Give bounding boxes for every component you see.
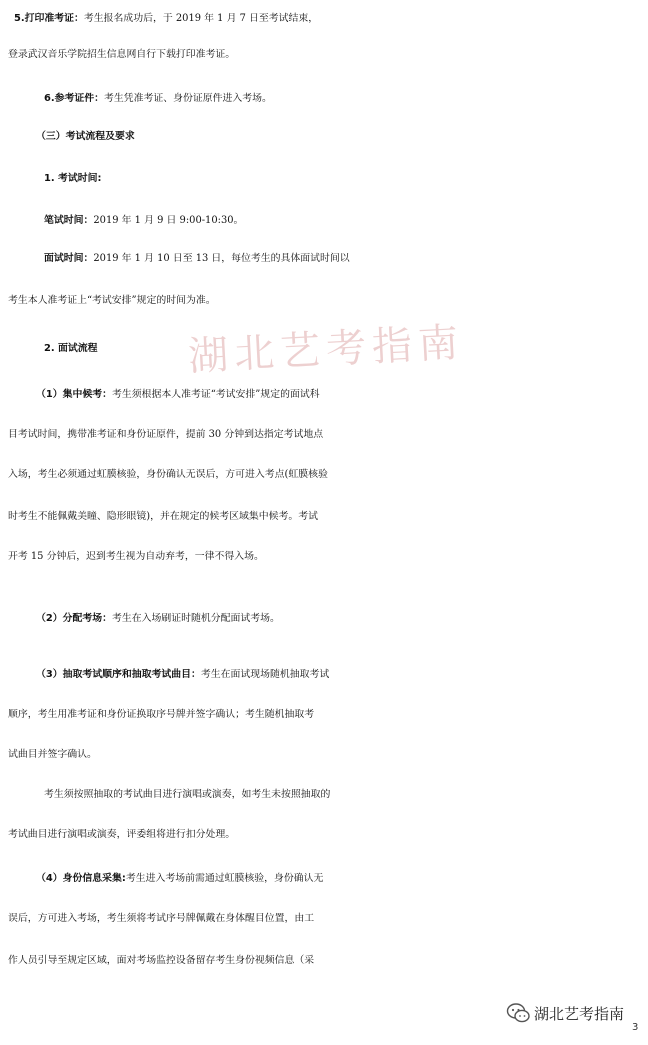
text-line: 开考 15 分钟后，迟到考生视为自动弃考，一律不得入场。: [8, 551, 264, 562]
text-line: 面试时间：2019 年 1 月 10 日至 13 日，每位考生的具体面试时间以: [44, 253, 350, 264]
text-line: 5.打印准考证：考生报名成功后，于 2019 年 1 月 7 日至考试结束，: [14, 13, 319, 24]
wechat-icon: [506, 1002, 530, 1024]
page-number: 3: [632, 1022, 639, 1033]
text-line: 试曲目并签字确认。: [8, 749, 97, 760]
subsection-heading: 2. 面试流程: [44, 343, 98, 354]
text-line: 考生本人准考证上“考试安排”规定的时间为准。: [8, 295, 216, 306]
text-line: 登录武汉音乐学院招生信息网自行下载打印准考证。: [8, 49, 236, 60]
text-line: （1）集中候考：考生须根据本人准考证“考试安排”规定的面试科: [36, 389, 320, 400]
text-line: 入场，考生必须通过虹膜核验，身份确认无误后，方可进入考点(虹膜核验: [8, 469, 328, 480]
subsection-heading: 1. 考试时间:: [44, 173, 102, 184]
text-line: 笔试时间：2019 年 1 月 9 日 9:00-10:30。: [44, 215, 244, 226]
text-line: 考试曲目进行演唱或演奏，评委组将进行扣分处理。: [8, 829, 236, 840]
text-line: （3）抽取考试顺序和抽取考试曲目：考生在面试现场随机抽取考试: [36, 669, 330, 680]
text-line: 误后，方可进入考场，考生须将考试序号牌佩戴在身体醒目位置，由工: [8, 913, 315, 924]
section-heading: （三）考试流程及要求: [36, 131, 135, 142]
account-name: 湖北艺考指南: [534, 1005, 625, 1023]
text-line: 6.参考证件：考生凭准考证、身份证原件进入考场。: [44, 93, 272, 104]
text-line: 目考试时间，携带准考证和身份证原件，提前 30 分钟到达指定考试地点: [8, 429, 324, 440]
watermark: 湖北艺考指南: [187, 319, 466, 381]
text-line: （4）身份信息采集:考生进入考场前需通过虹膜核验，身份确认无: [36, 873, 324, 884]
text-line: （2）分配考场：考生在入场刷证时随机分配面试考场。: [36, 613, 280, 624]
text-line: 作人员引导至规定区域，面对考场监控设备留存考生身份视频信息（采: [8, 955, 315, 966]
text-line: 时考生不能佩戴美瞳、隐形眼镜)，并在规定的候考区域集中候考。考试: [8, 511, 318, 522]
text-line: 顺序，考生用准考证和身份证换取序号牌并签字确认；考生随机抽取考: [8, 709, 315, 720]
text-line: 考生须按照抽取的考试曲目进行演唱或演奏，如考生未按照抽取的: [44, 789, 331, 800]
